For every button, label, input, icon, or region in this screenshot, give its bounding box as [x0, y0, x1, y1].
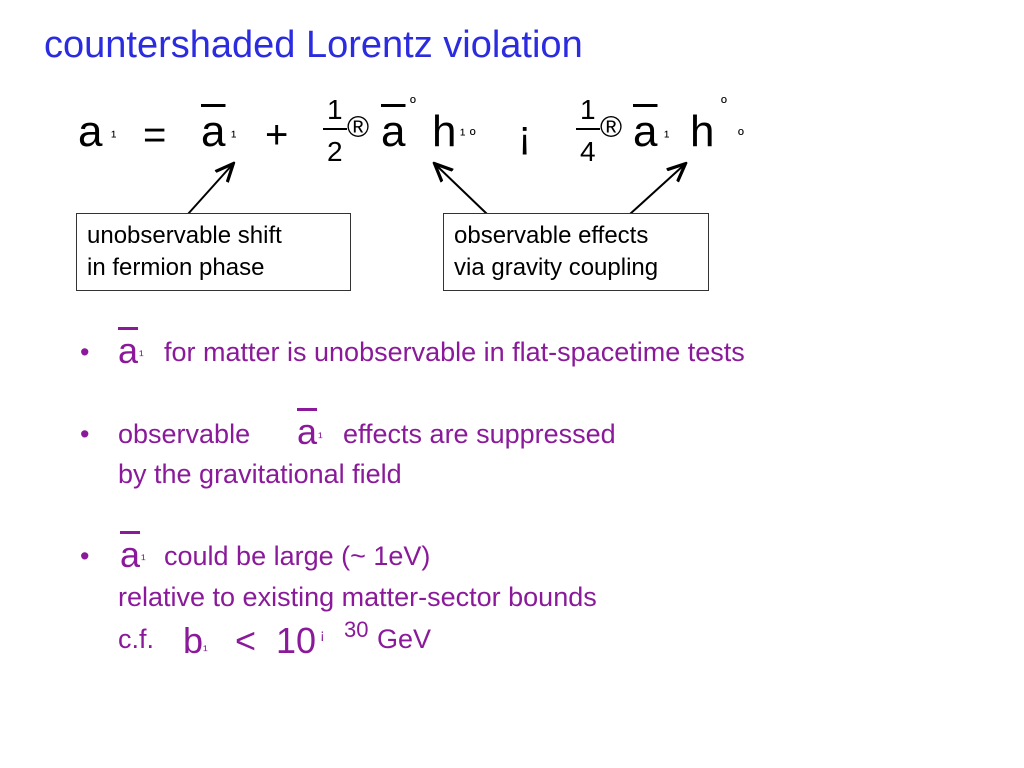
callout-line: in fermion phase [87, 254, 265, 281]
less-than: < [235, 620, 257, 661]
eq-term-a3-sub: ¹ [664, 129, 670, 146]
eq-h: h [432, 107, 457, 156]
exponent: 30 [344, 617, 369, 642]
frac1-numerator: 1 [327, 94, 343, 125]
cf-label: c.f. [118, 624, 155, 654]
bullet-text: for matter is unobservable in flat-spacetime tests [164, 337, 745, 367]
bullet-symbol-sub: ¹ [141, 551, 146, 567]
frac2-denominator: 4 [580, 136, 596, 167]
bound-b-sub: ¹ [203, 642, 208, 658]
callout-box-gravity [443, 213, 709, 291]
ten: 10 [276, 620, 317, 661]
frac2-numerator: 1 [580, 94, 596, 125]
eq-lhs: a [78, 107, 103, 156]
bullet-symbol: $\overline{a}$ [297, 411, 318, 452]
slide-title: countershaded Lorentz violation [44, 24, 583, 66]
callout-box-shift [76, 213, 351, 291]
ten-sup: ¡ [320, 626, 325, 642]
bullet-symbol-sub: ¹ [318, 429, 323, 445]
eq-minus: ¡ [518, 113, 532, 157]
eq-lhs-sub: ¹ [111, 129, 117, 146]
eq-h2: h [690, 107, 715, 156]
bound-b: b [183, 620, 204, 661]
arrow-gravity-1 [436, 165, 487, 214]
bullet-text-line2: relative to existing matter-sector bounds [118, 582, 597, 612]
callout-line: via gravity coupling [454, 254, 659, 281]
bullet-symbol-sub: ¹ [139, 347, 144, 363]
reg-symbol: ® [347, 111, 370, 144]
bullet-text: could be large (~ 1eV) [164, 541, 431, 571]
eq-term-a2: $\overline{a}$ [381, 107, 406, 156]
reg-symbol-2: ® [600, 111, 623, 144]
callout-line: unobservable shift [87, 222, 282, 249]
bullet-marker: • [80, 337, 90, 367]
callout-line: observable effects [454, 222, 649, 249]
bullet-marker: • [80, 419, 90, 449]
eq-term-a3: $\overline{a}$ [633, 107, 658, 156]
eq-plus: + [265, 113, 289, 157]
eq-degree-2: º [721, 95, 727, 112]
eq-h-sub: ¹ º [460, 127, 476, 144]
bullet-text-line2: by the gravitational field [118, 459, 402, 489]
eq-term-a-sub: ¹ [231, 129, 237, 146]
frac1-denominator: 2 [327, 136, 343, 167]
unit-gev: GeV [377, 624, 432, 654]
eq-equals: = [143, 113, 167, 157]
eq-degree: º [410, 95, 416, 112]
eq-degree-3: º [738, 127, 744, 144]
arrow-gravity-2 [630, 165, 684, 214]
bullet-symbol: $\overline{a}$ [118, 330, 139, 371]
arrow-shift [188, 165, 232, 214]
eq-term-a: $\overline{a}$ [201, 107, 226, 156]
bullet-text-pre: observable [118, 419, 251, 449]
bullet-symbol: $\overline{a}$ [120, 534, 141, 575]
bullet-text: effects are suppressed [343, 419, 616, 449]
bullet-marker: • [80, 541, 90, 571]
